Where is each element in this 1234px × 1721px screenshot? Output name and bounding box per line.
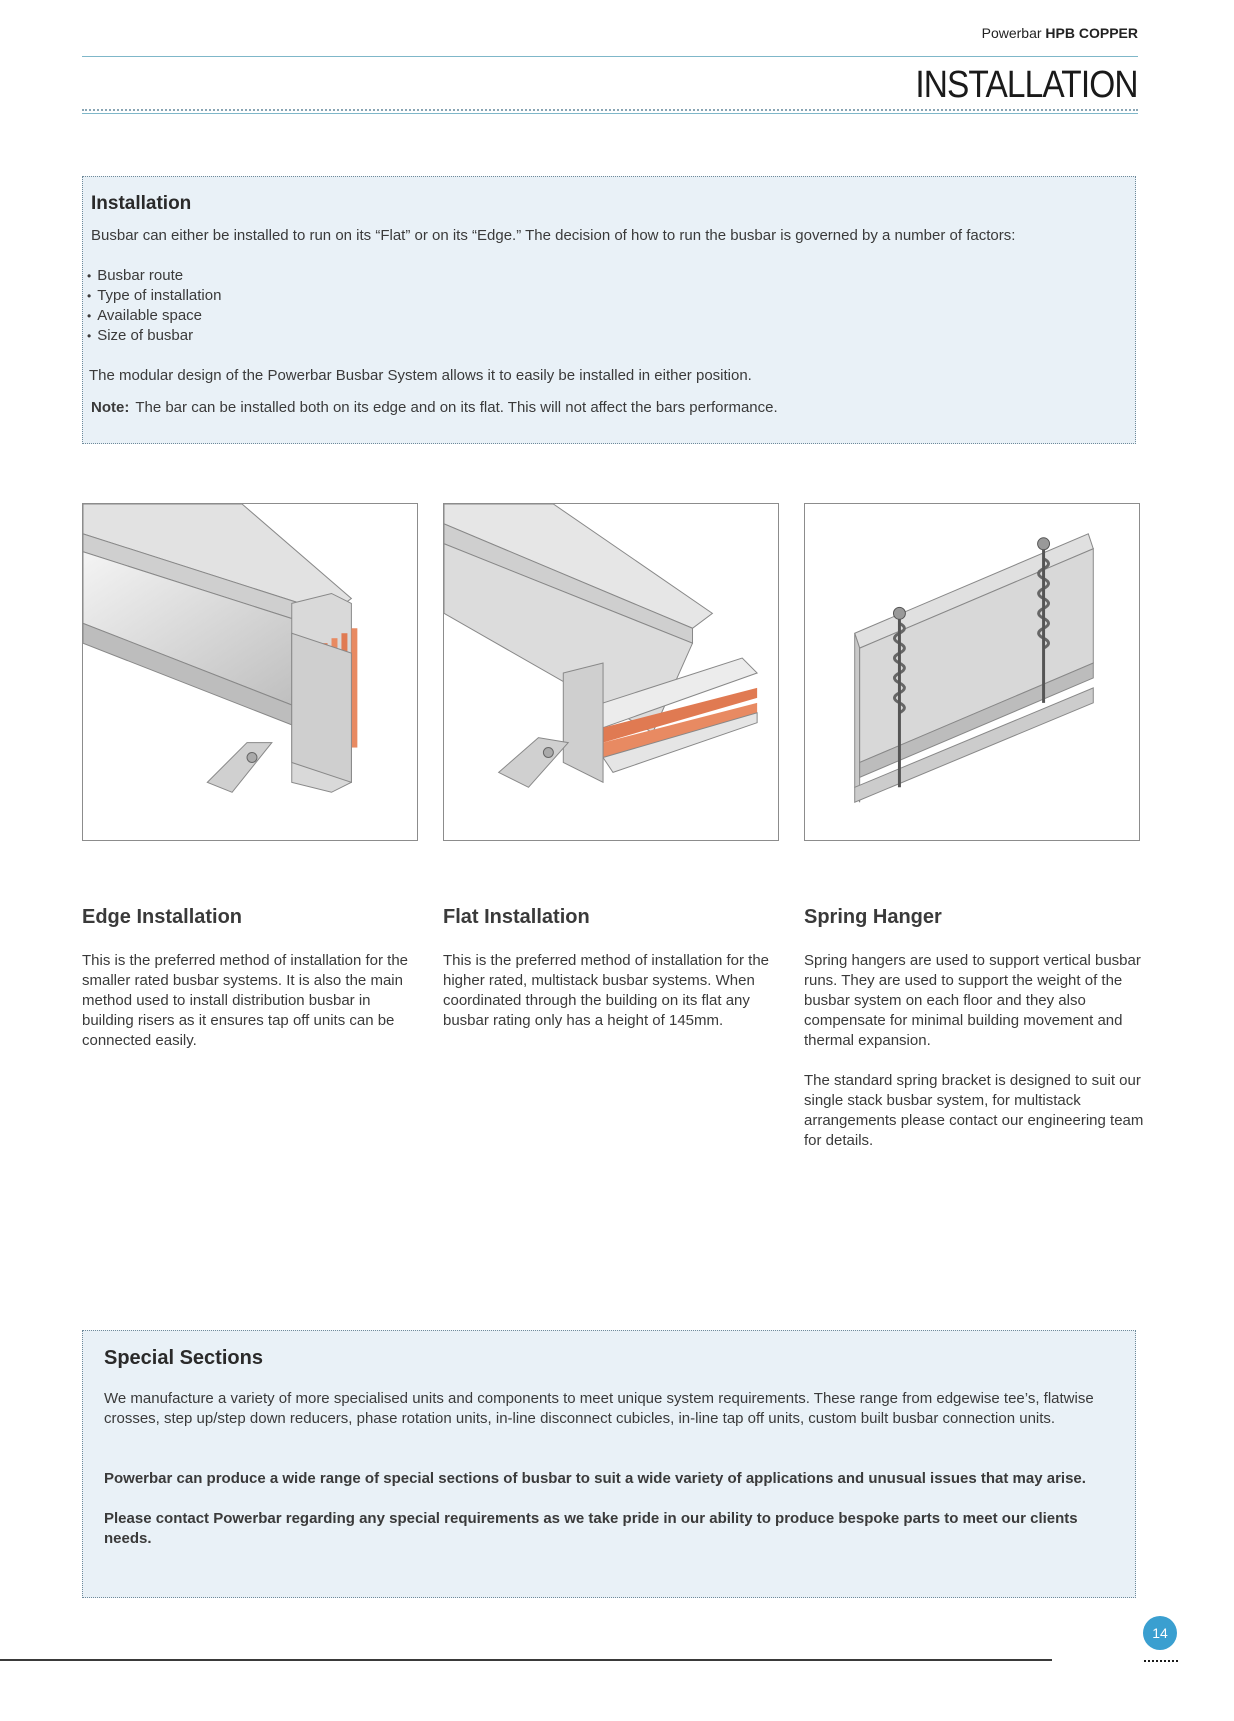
document-brand [982, 25, 1138, 41]
list-item: • Busbar route [87, 266, 221, 286]
spring-hanger-text: Spring hangers are used to support vertical busbar runs. They are used to support the weight of the busbar system on each floor and they also compensate for minimal building movement and thermal expansion. [804, 952, 1141, 1049]
modular-design-text: The modular design of the Powerbar Busbar System allows it to easily be installed in either position. [89, 367, 752, 384]
installation-note [91, 398, 778, 418]
list-item: • Size of busbar [87, 326, 221, 346]
installation-info-box [82, 176, 1136, 444]
special-sections-intro: We manufacture a variety of more specialised units and components to meet unique system requirements. These range from edgewise tee’s, flatwise crosses, step up/step down reducers, phase rotation units, in-line disconnect cubicles, in-line tap off units, custom built busbar connection units. [104, 1390, 1094, 1427]
spring-hanger-image [804, 503, 1140, 841]
page-number-dots [1144, 1660, 1178, 1662]
edge-installation-text: This is the preferred method of installation for the smaller rated busbar systems. It is also the main method used to install distribution busbar in building risers as it ensures tap off units can be connected easily. [82, 952, 409, 1049]
spring-hanger-column [804, 906, 1144, 1151]
list-item: • Available space [87, 306, 221, 326]
flat-installation-image [443, 503, 779, 841]
footer-rule [0, 1659, 1052, 1661]
special-sections-title: Special Sections [104, 1347, 263, 1369]
flat-installation-column [443, 906, 783, 1031]
flat-installation-text: This is the preferred method of installation for the higher rated, multistack busbar systems. When coordinated through the building on its flat any busbar rating only has a height of 145mm. [443, 952, 770, 1029]
flat-installation-illustration [444, 504, 778, 840]
flat-installation-title: Flat Installation [443, 906, 590, 928]
edge-installation-illustration [83, 504, 417, 840]
edge-installation-title: Edge Installation [82, 906, 243, 928]
installation-box-title: Installation [91, 193, 192, 214]
note-text: The bar can be installed both on its edge and on its flat. This will not affect the bars performance. [135, 399, 778, 416]
page-title: INSTALLATION [915, 64, 1138, 106]
factor-list [87, 266, 221, 346]
list-item: • Type of installation [87, 286, 221, 306]
special-sections-contact: Please contact Powerbar regarding any special requirements as we take pride in our ability to produce bespoke parts to meet our clients needs. [104, 1510, 1078, 1547]
edge-installation-column [82, 906, 422, 1051]
edge-installation-image [82, 503, 418, 841]
brand-product: HPB COPPER [1045, 25, 1138, 41]
special-sections-box [82, 1330, 1136, 1598]
spring-hanger-title: Spring Hanger [804, 906, 942, 928]
special-sections-range: Powerbar can produce a wide range of special sections of busbar to suit a wide variety of applications and unusual issues that may arise. [104, 1470, 1086, 1487]
title-rule [82, 113, 1138, 114]
title-dotted-rule [82, 109, 1138, 111]
spring-hanger-illustration [805, 504, 1139, 840]
spring-bracket-text: The standard spring bracket is designed to suit our single stack busbar system, for multistack arrangements please contact our engineering team for details. [804, 1072, 1144, 1149]
brand-prefix: Powerbar [981, 25, 1042, 41]
page-number: 14 [1143, 1616, 1177, 1650]
note-label: Note: [91, 399, 130, 416]
header-rule [82, 56, 1138, 57]
installation-intro: Busbar can either be installed to run on its “Flat” or on its “Edge.” The decision of how to run the busbar is governed by a number of factors: [91, 227, 1016, 244]
